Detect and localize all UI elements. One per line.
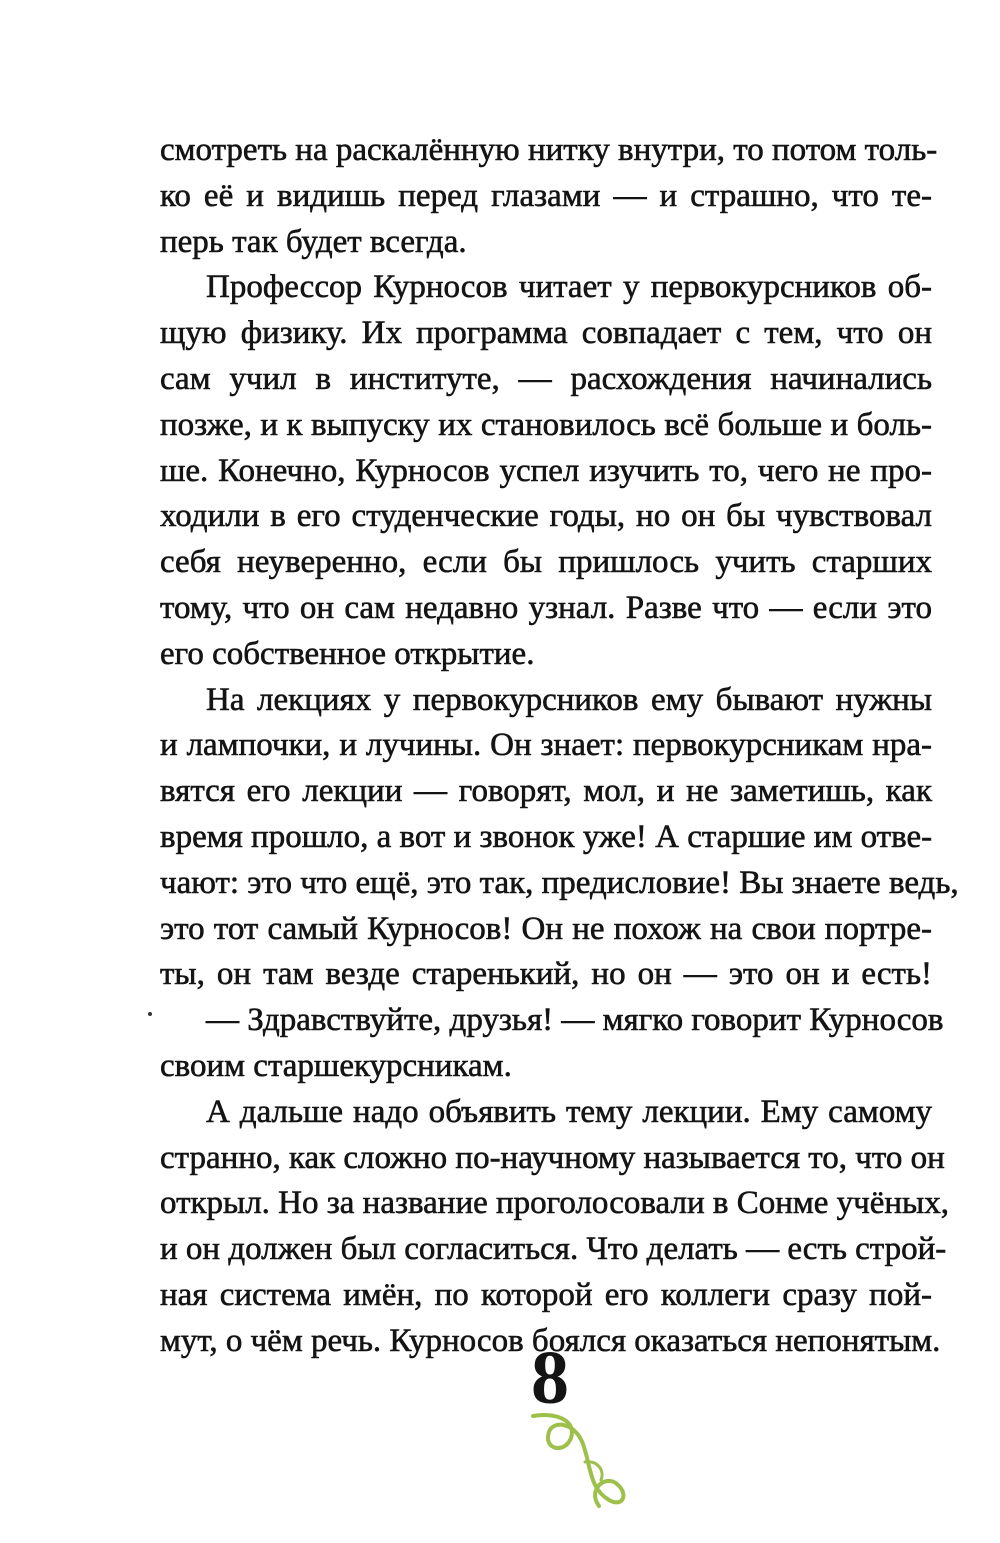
text-line: себя неуверенно, если бы пришлось учить старших	[160, 544, 932, 581]
text-line: перь так будет всегда.	[160, 223, 467, 260]
text-line: ная система имён, по которой его коллеги сразу пой-	[160, 1276, 932, 1313]
text-line: и лампочки, и лучины. Он знает: первокурсникам нра-	[160, 727, 932, 764]
text-line: открыл. Но за название проголосовали в Сонме учёных,	[160, 1185, 949, 1222]
text-line: своим старшекурсникам.	[160, 1047, 512, 1084]
text-line: щую физику. Их программа совпадает с тем, что он	[160, 315, 932, 352]
text-line: это тот самый Курносов! Он не похож на свои портре-	[160, 910, 932, 947]
text-line: На лекциях у первокурсников ему бывают нужны	[206, 681, 932, 718]
text-line: и он должен был согласиться. Что делать — есть строй-	[160, 1231, 947, 1268]
text-line: ко её и видишь перед глазами — и страшно, что те-	[160, 177, 932, 214]
leaf-scribble-icon	[525, 1410, 635, 1520]
text-line: смотреть на раскалённую нитку внутри, то потом толь-	[160, 132, 938, 168]
scan-speck	[148, 1012, 152, 1016]
text-line: тому, что он сам недавно узнал. Разве что — если это	[160, 589, 932, 626]
text-line: вятся его лекции — говорят, мол, и не заметишь, как	[160, 773, 932, 810]
text-line: странно, как сложно по-научному называется то, что он	[160, 1139, 945, 1176]
text-line: А дальше надо объявить тему лекции. Ему самому	[206, 1093, 932, 1130]
text-line: его собственное открытие.	[160, 635, 535, 672]
text-line: чают: это что ещё, это так, предисловие! Вы знаете ведь,	[160, 864, 959, 901]
text-line: ходили в его студенческие годы, но он бы чувствовал	[160, 498, 932, 535]
page-number: 8	[531, 1336, 569, 1420]
text-line: мут, о чём речь. Курносов боялся оказаться непонятым.	[160, 1322, 941, 1359]
text-line: позже, и к выпуску их становилось всё больше и боль-	[160, 406, 932, 443]
text-line: Профессор Курносов читает у первокурсников об-	[206, 269, 932, 306]
text-line: ше. Конечно, Курносов успел изучить то, чего не про-	[160, 452, 932, 489]
body-text	[160, 128, 959, 1365]
text-line: сам учил в институте, — расхождения начинались	[160, 360, 932, 397]
text-line: — Здравствуйте, друзья! — мягко говорит Курносов	[206, 1002, 944, 1039]
text-line: ты, он там везде старенький, но он — это он и есть!	[160, 956, 932, 993]
text-line: время прошло, а вот и звонок уже! А старшие им отве-	[160, 818, 933, 855]
